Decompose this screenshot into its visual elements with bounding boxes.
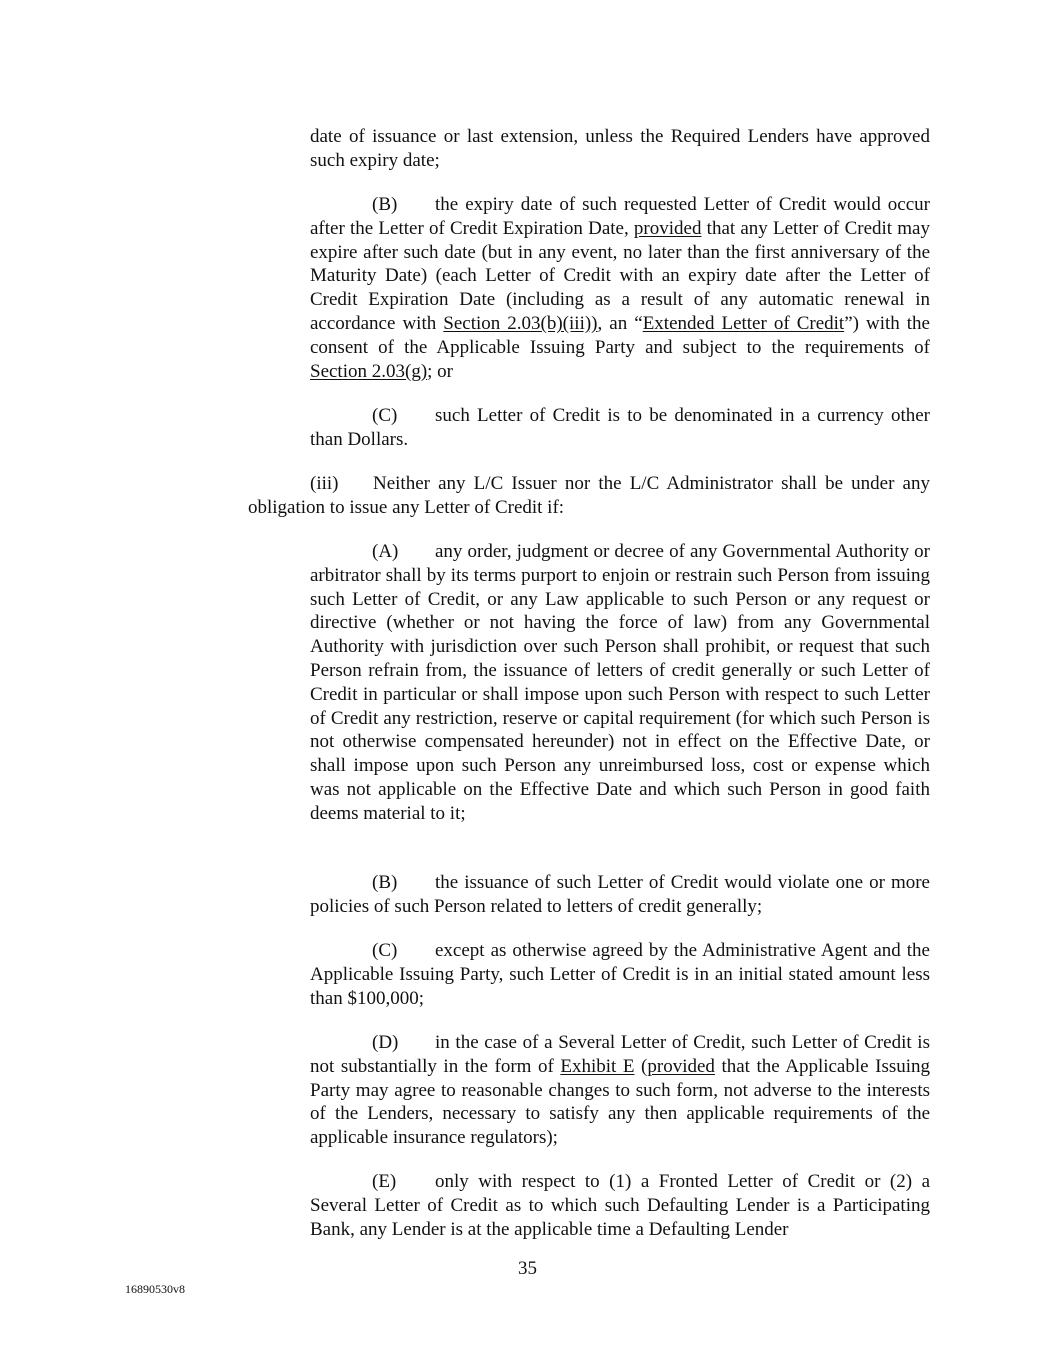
clause-label: (iii) bbox=[310, 473, 339, 494]
exhibit-reference: Exhibit E bbox=[560, 1055, 635, 1077]
clause-label: (B) bbox=[372, 194, 398, 215]
section-reference: Section 2.03(b)(iii)) bbox=[443, 312, 598, 334]
clause-label: (C) bbox=[372, 405, 398, 426]
section-reference: Section 2.03(g) bbox=[310, 360, 428, 382]
paragraph-e-defaulting-lender: (E) only with respect to (1) a Fronted Letter of Credit or (2) a Several Letter of Credit as to which such Defaulting Lender is a Participating Bank, any Lender is at the applicable time a Defaulting Lender bbox=[310, 1171, 930, 1240]
page-number: 35 bbox=[518, 1258, 537, 1279]
paragraph-c-stated-amount: (C) except as otherwise agreed by the Administrative Agent and the Applicable Issuing Party, such Letter of Credit is in an initial stated amount less than $100,000; bbox=[310, 940, 930, 1009]
paragraph-b-policies: (B) the issuance of such Letter of Credit would violate one or more policies of such Person related to letters of credit generally; bbox=[310, 872, 930, 917]
provided-term: provided bbox=[647, 1055, 715, 1077]
paragraph-b-expiry-date: (B) the expiry date of such requested Letter of Credit would occur after the Letter of Credit Expiration Date, provided that any Letter of Credit may expire after such date (but in any event, no later than the first anniversary of the Maturity Date) (each Letter of Credit with an expiry date after the Letter of Credit Expiration Date (including as a result of any automatic renewal in accordance with Section 2.03(b)(iii)), an “Extended Letter of Credit”) with the consent of the Applicable Issuing Party and subject to the requirements of Section 2.03(g); or bbox=[310, 194, 930, 382]
paragraph-d-several-letter: (D) in the case of a Several Letter of Credit, such Letter of Credit is not substantially in the form of Exhibit E (provided that the Applicable Issuing Party may agree to reasonable changes to such form, not adverse to the interests of the Lenders, necessary to satisfy any then applicable requirements of the applicable insurance regulators); bbox=[310, 1032, 931, 1149]
paragraph-c-currency: (C) such Letter of Credit is to be denominated in a currency other than Dollars. bbox=[310, 405, 930, 450]
paragraph-intro: date of issuance or last extension, unless the Required Lenders have approved such expiry date; bbox=[310, 126, 930, 171]
paragraph-a-governmental-order: (A) any order, judgment or decree of any Governmental Authority or arbitrator shall by its terms purport to enjoin or restrain such Person from issuing such Letter of Credit, or any Law applicable to such Person or any request or directive (whether or not having the force of law) from any Governmental Authority with jurisdiction over such Person shall prohibit, or request that such Person refrain from, the issuance of letters of credit generally or such Letter of Credit in particular or shall impose upon such Person with respect to such Letter of Credit any restriction, reserve or capital requirement (for which such Person is not otherwise compensated hereunder) not in effect on the Effective Date, or shall impose upon such Person any unreimbursed loss, cost or expense which was not applicable on the Effective Date and which such Person in good faith deems material to it; bbox=[310, 541, 930, 824]
clause-label: (D) bbox=[372, 1032, 399, 1053]
clause-label: (E) bbox=[372, 1171, 397, 1192]
clause-label: (C) bbox=[372, 940, 398, 961]
provided-term: provided bbox=[633, 217, 702, 239]
clause-label: (B) bbox=[372, 872, 398, 893]
defined-term: Extended Letter of Credit bbox=[642, 312, 845, 334]
document-id: 16890530v8 bbox=[125, 1282, 185, 1296]
paragraph-iii-obligation: (iii) Neither any L/C Issuer nor the L/C Administrator shall be under any obligation to issue any Letter of Credit if: bbox=[248, 473, 930, 518]
clause-label: (A) bbox=[372, 541, 399, 562]
